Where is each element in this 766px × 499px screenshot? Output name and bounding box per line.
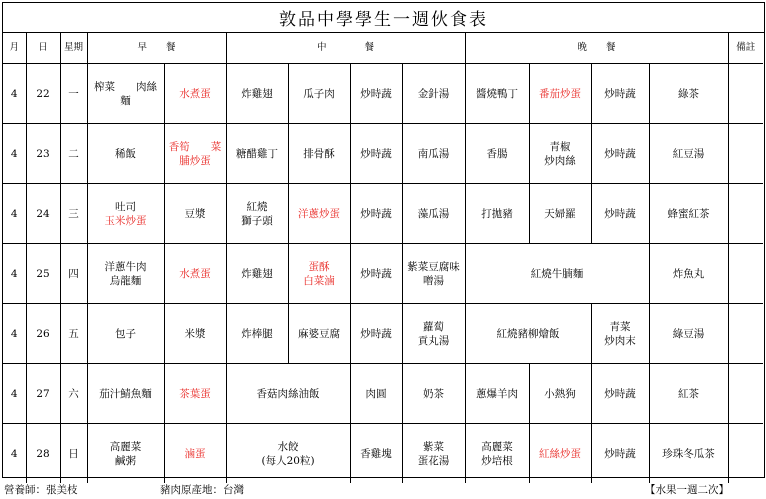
- header-notes: 備註: [728, 33, 763, 64]
- cell-dinner-4: 紅茶: [649, 364, 728, 424]
- cell-dinner-4: 綠茶: [649, 64, 728, 124]
- cell-day: 27: [26, 364, 60, 424]
- cell-lunch-1: 炸雞翅: [226, 244, 288, 304]
- cell-dinner-3: 炒時蔬: [591, 64, 649, 124]
- cell-day: 25: [26, 244, 60, 304]
- cell-note: [728, 244, 763, 304]
- table-row: [3, 424, 763, 484]
- cell-dinner-3: 炒時蔬: [591, 364, 649, 424]
- cell-breakfast-side: 米漿: [164, 304, 226, 364]
- header-weekday: 星期: [60, 33, 87, 64]
- footer: [0, 480, 766, 499]
- cell-day: 24: [26, 184, 60, 244]
- weekly-menu-table: [3, 33, 763, 483]
- cell-dinner-4: 蜂蜜紅茶: [649, 184, 728, 244]
- cell-weekday: 三: [60, 184, 87, 244]
- cell-weekday: 四: [60, 244, 87, 304]
- cell-breakfast-main: 洋蔥牛肉 烏龍麵: [87, 244, 164, 304]
- cell-note: [728, 304, 763, 364]
- breakfast-item: 吐司: [115, 200, 136, 213]
- table-row: [3, 244, 763, 304]
- cell-breakfast-main: 茄汁鯖魚麵: [87, 364, 164, 424]
- cell-day: 26: [26, 304, 60, 364]
- cell-breakfast-side: 香筍 菜 脯炒蛋: [164, 124, 226, 184]
- cell-note: [728, 364, 763, 424]
- cell-note: [728, 184, 763, 244]
- cell-weekday: 二: [60, 124, 87, 184]
- cell-weekday: 日: [60, 424, 87, 484]
- cell-lunch-3: 香雞塊: [350, 424, 402, 484]
- cell-dinner-4: 炸魚丸: [649, 244, 728, 304]
- cell-lunch-main: 香菇肉絲油飯: [226, 364, 350, 424]
- cell-lunch-3: 肉圓: [350, 364, 402, 424]
- cell-day: 28: [26, 424, 60, 484]
- cell-lunch-4: 南瓜湯: [402, 124, 465, 184]
- cell-dinner-1: 打拋豬: [465, 184, 529, 244]
- cell-dinner-3: 炒時蔬: [591, 124, 649, 184]
- cell-month: 4: [3, 424, 26, 484]
- cell-breakfast-main: 榨菜 肉絲 麵: [87, 64, 164, 124]
- cell-weekday: 六: [60, 364, 87, 424]
- cell-note: [728, 424, 763, 484]
- cell-dinner-1: 高麗菜 炒培根: [465, 424, 529, 484]
- cell-dinner-4: 綠豆湯: [649, 304, 728, 364]
- header-row: [3, 33, 763, 64]
- table-row: [3, 124, 763, 184]
- cell-day: 22: [26, 64, 60, 124]
- cell-dinner-3: 炒時蔬: [591, 424, 649, 484]
- cell-dinner-2: 紅絲炒蛋: [529, 424, 591, 484]
- cell-breakfast-side: 水煮蛋: [164, 244, 226, 304]
- breakfast-item-highlight: 玉米炒蛋: [104, 214, 147, 227]
- cell-lunch-main: 水餃 (每人20粒): [226, 424, 350, 484]
- cell-lunch-2: 洋蔥炒蛋: [288, 184, 350, 244]
- cell-breakfast-main: 稀飯: [87, 124, 164, 184]
- cell-weekday: 五: [60, 304, 87, 364]
- cell-dinner-4: 珍珠冬瓜茶: [649, 424, 728, 484]
- cell-breakfast-side: 茶葉蛋: [164, 364, 226, 424]
- table-row: [3, 184, 763, 244]
- header-month: 月: [3, 33, 26, 64]
- cell-lunch-4: 紫菜豆腐味 噌湯: [402, 244, 465, 304]
- cell-lunch-4: 金針湯: [402, 64, 465, 124]
- cell-breakfast-side: 豆漿: [164, 184, 226, 244]
- cell-dinner-2: 小熱狗: [529, 364, 591, 424]
- header-dinner: 晚 餐: [465, 33, 728, 64]
- cell-lunch-4: 紫菜 蛋花湯: [402, 424, 465, 484]
- cell-month: 4: [3, 304, 26, 364]
- cell-dinner-1: 醬燒鴨丁: [465, 64, 529, 124]
- cell-dinner-1: 蔥爆羊肉: [465, 364, 529, 424]
- page-title: 敦品中學學生一週伙食表: [3, 3, 764, 33]
- cell-month: 4: [3, 64, 26, 124]
- cell-lunch-3: 炒時蔬: [350, 304, 402, 364]
- cell-lunch-1: 炸棒腿: [226, 304, 288, 364]
- cell-breakfast-side: 水煮蛋: [164, 64, 226, 124]
- cell-lunch-3: 炒時蔬: [350, 244, 402, 304]
- cell-lunch-1: 炸雞翅: [226, 64, 288, 124]
- cell-lunch-2: 瓜子肉: [288, 64, 350, 124]
- cell-lunch-3: 炒時蔬: [350, 124, 402, 184]
- cell-breakfast-main: 高麗菜 鹹粥: [87, 424, 164, 484]
- cell-month: 4: [3, 364, 26, 424]
- cell-dinner-4: 紅豆湯: [649, 124, 728, 184]
- cell-dinner-3: 青菜 炒肉末: [591, 304, 649, 364]
- cell-dinner-1: 香腸: [465, 124, 529, 184]
- pork-origin-label: 豬肉原產地：台灣: [160, 484, 244, 496]
- cell-dinner-2: 青椒 炒肉絲: [529, 124, 591, 184]
- cell-month: 4: [3, 244, 26, 304]
- cell-lunch-2: 麻婆豆腐: [288, 304, 350, 364]
- header-day: 日: [26, 33, 60, 64]
- cell-dinner-main: 紅燒牛腩麵: [465, 244, 649, 304]
- cell-breakfast-main: 包子: [87, 304, 164, 364]
- cell-lunch-3: 炒時蔬: [350, 64, 402, 124]
- cell-dinner-2: 天婦羅: [529, 184, 591, 244]
- cell-note: [728, 64, 763, 124]
- cell-breakfast-main: [87, 184, 164, 244]
- cell-lunch-1: 糖醋雞丁: [226, 124, 288, 184]
- cell-lunch-2: 蛋酥 白菜滷: [288, 244, 350, 304]
- cell-lunch-2: 排骨酥: [288, 124, 350, 184]
- cell-lunch-4: 藻瓜湯: [402, 184, 465, 244]
- header-breakfast: 早 餐: [87, 33, 226, 64]
- cell-lunch-4: 蘿蔔 貢丸湯: [402, 304, 465, 364]
- table-row: [3, 304, 763, 364]
- table-row: [3, 364, 763, 424]
- cell-lunch-3: 炒時蔬: [350, 184, 402, 244]
- cell-month: 4: [3, 184, 26, 244]
- cell-breakfast-side: 滷蛋: [164, 424, 226, 484]
- fruit-note: 【水果一週二次】: [645, 484, 729, 496]
- cell-dinner-main: 紅燒豬柳燴飯: [465, 304, 591, 364]
- dietitian-label: 營養師：張美枝: [4, 484, 78, 496]
- cell-note: [728, 124, 763, 184]
- cell-lunch-4: 奶茶: [402, 364, 465, 424]
- cell-day: 23: [26, 124, 60, 184]
- table-row: [3, 64, 763, 124]
- cell-month: 4: [3, 124, 26, 184]
- cell-dinner-2: 番茄炒蛋: [529, 64, 591, 124]
- menu-sheet: [2, 2, 765, 478]
- cell-dinner-3: 炒時蔬: [591, 184, 649, 244]
- cell-lunch-1: 紅燒 獅子頭: [226, 184, 288, 244]
- cell-weekday: 一: [60, 64, 87, 124]
- header-lunch: 中 餐: [226, 33, 465, 64]
